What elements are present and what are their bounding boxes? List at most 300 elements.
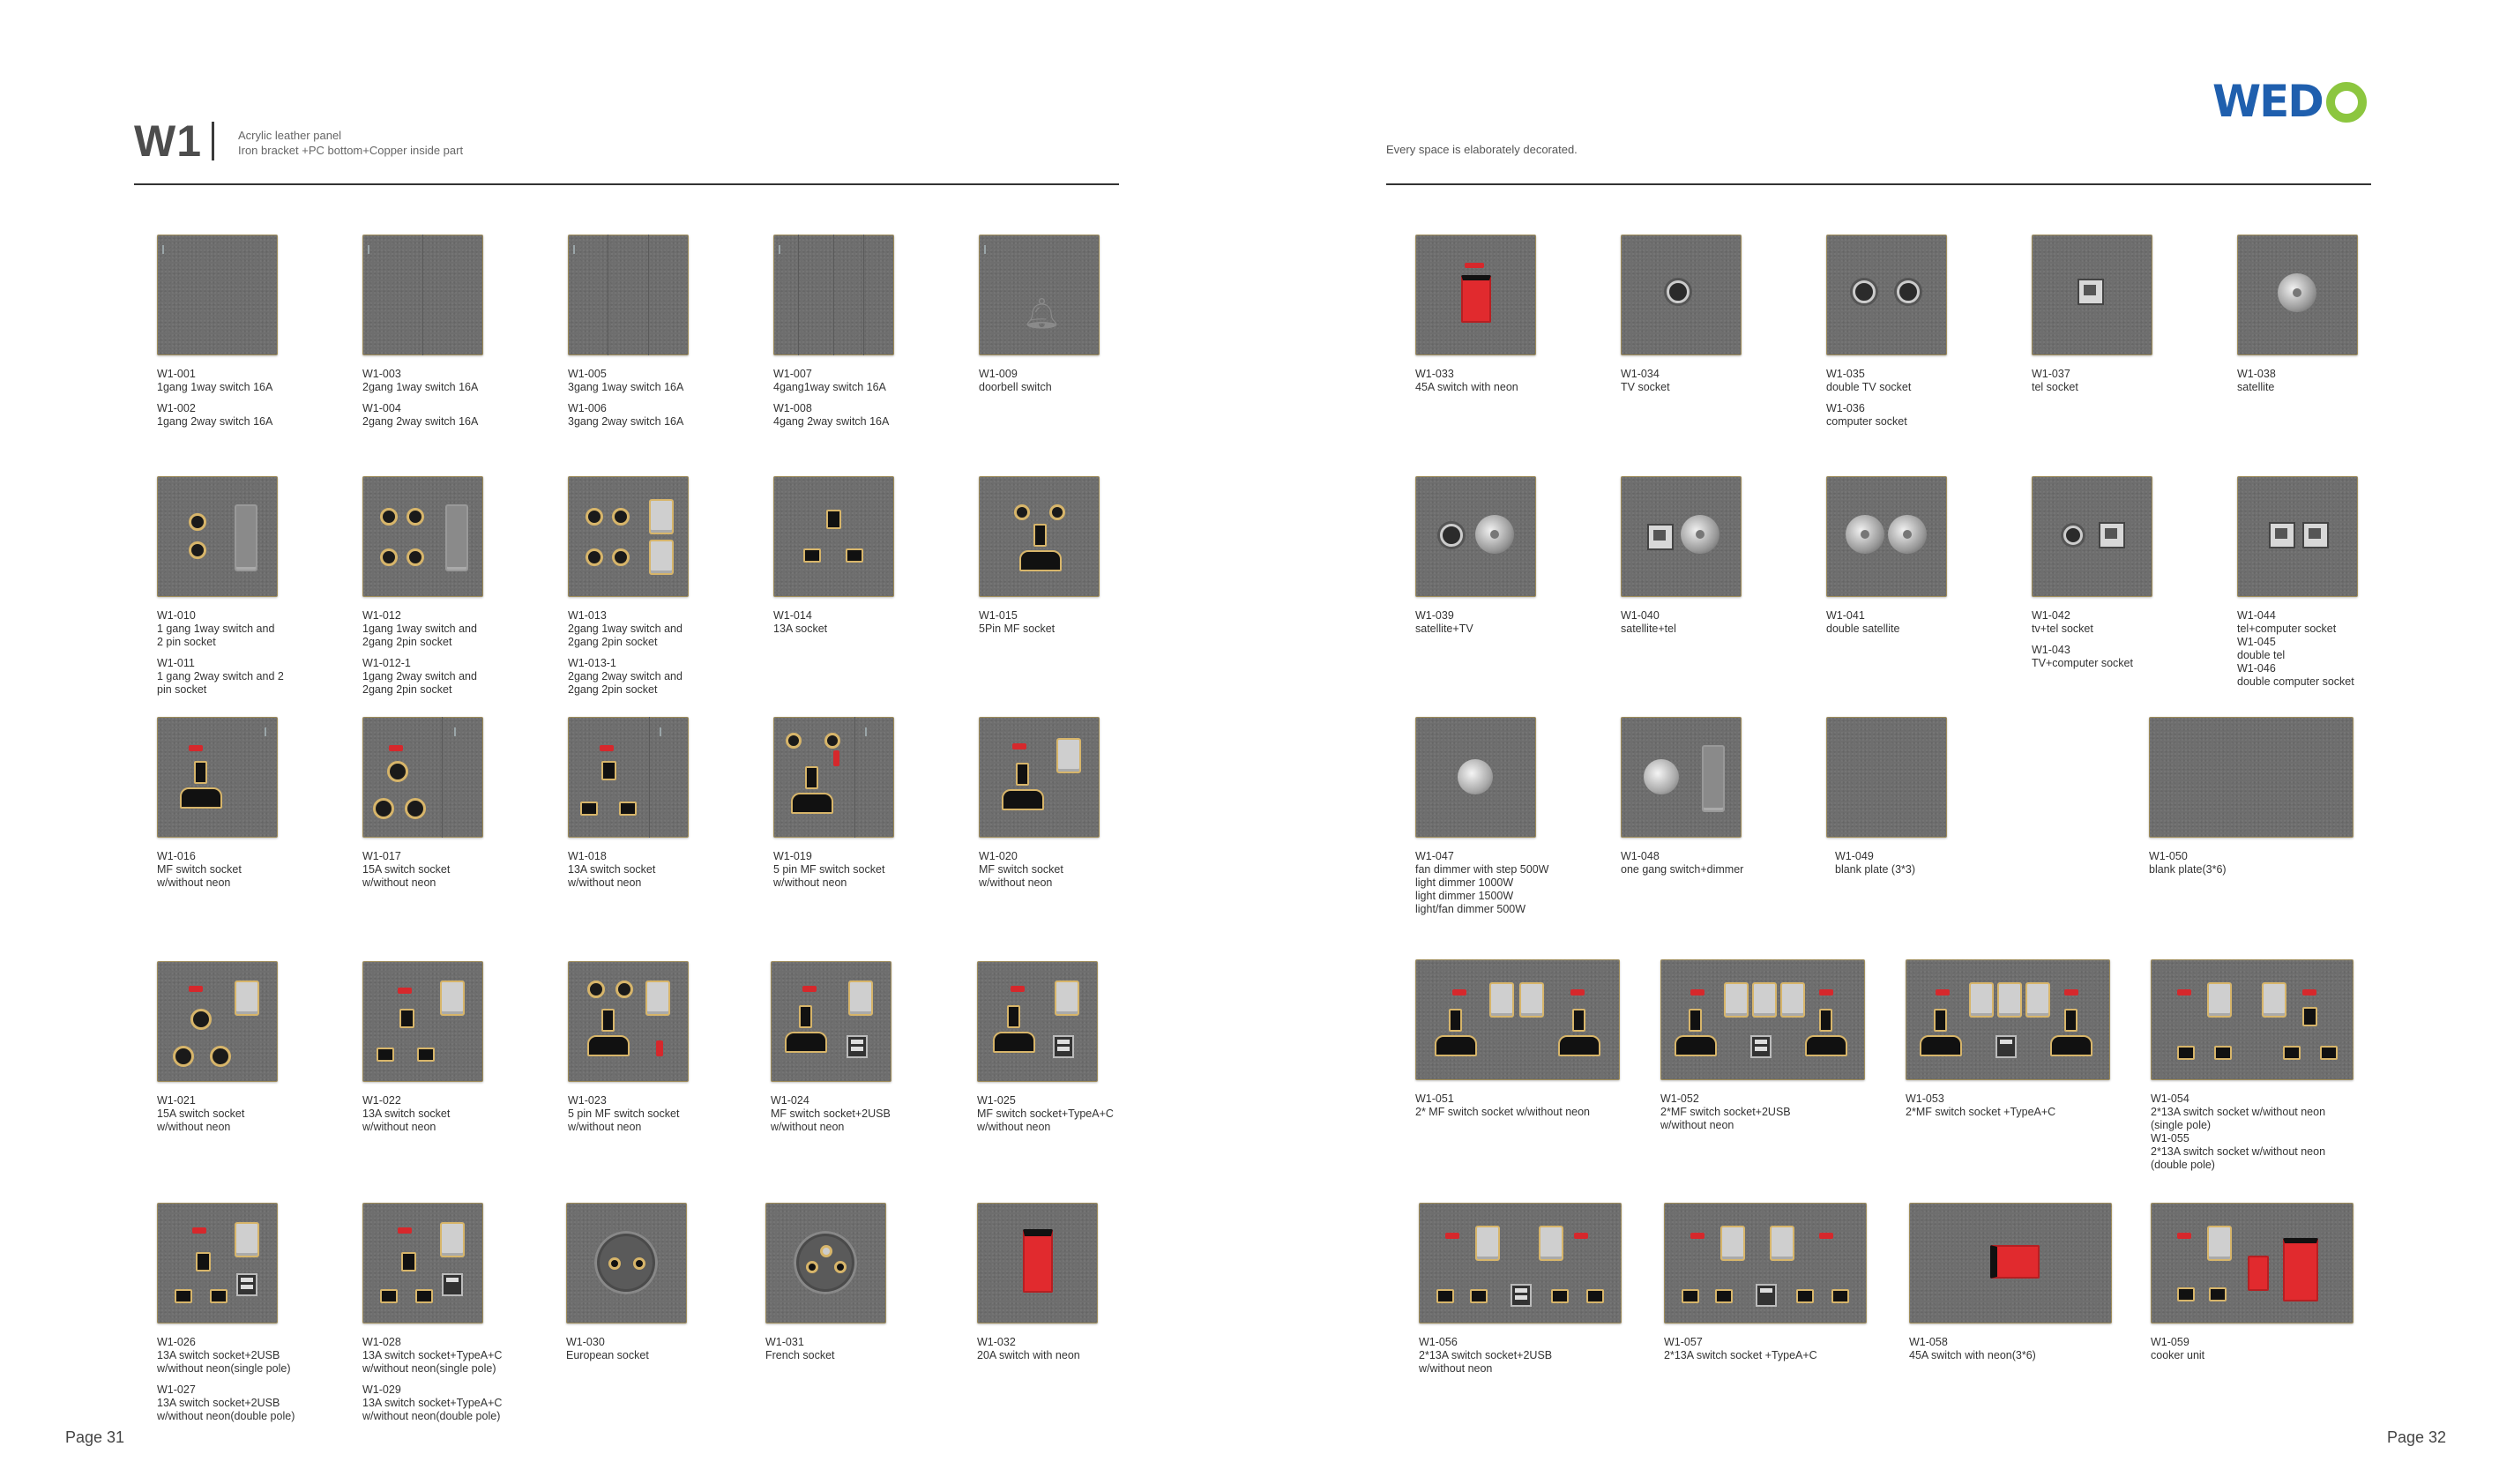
product-code: W1-051 bbox=[1415, 1092, 1454, 1105]
product-item bbox=[765, 1203, 959, 1362]
socket-plate bbox=[568, 717, 689, 838]
product-code: W1-028 bbox=[362, 1336, 401, 1348]
rocker-switch bbox=[1780, 982, 1805, 1018]
live-slot bbox=[175, 1289, 192, 1303]
product-code: W1-010 bbox=[157, 609, 196, 622]
european-socket bbox=[594, 1231, 658, 1294]
product-label: doorbell switch bbox=[979, 381, 1052, 393]
satellite-socket bbox=[1475, 515, 1514, 554]
product-item bbox=[568, 235, 762, 429]
socket-pin bbox=[586, 508, 603, 526]
product-label: 5 pin MF switch socket w/without neon bbox=[773, 863, 885, 889]
product-code: W1-042 bbox=[2032, 609, 2070, 622]
socket-plate bbox=[771, 961, 891, 1082]
rocker-switch bbox=[445, 504, 468, 571]
switch-plate bbox=[979, 235, 1100, 355]
tv-socket bbox=[1667, 280, 1690, 303]
product-label: 1gang 1way switch 16A bbox=[157, 381, 273, 393]
double-socket-plate bbox=[1660, 959, 1865, 1080]
switch-plate bbox=[568, 235, 689, 355]
socket-plate bbox=[362, 961, 483, 1082]
product-item bbox=[1415, 235, 1609, 394]
product-item bbox=[1621, 476, 1815, 636]
product-label: satellite bbox=[2237, 381, 2275, 393]
neutral-slot bbox=[846, 548, 863, 563]
product-label: 1 gang 2way switch and 2 pin socket bbox=[157, 670, 284, 696]
socket-plate bbox=[977, 961, 1098, 1082]
switch-plate bbox=[773, 235, 894, 355]
product-code: W1-020 bbox=[979, 850, 1018, 862]
product-code: W1-044 bbox=[2237, 609, 2276, 622]
live-slot bbox=[803, 548, 821, 563]
double-socket-plate bbox=[1419, 1203, 1622, 1324]
computer-socket bbox=[2302, 522, 2329, 548]
indicator-led bbox=[368, 245, 369, 254]
live-slot bbox=[1796, 1289, 1814, 1303]
product-grid-right bbox=[1250, 0, 2499, 1484]
tel-socket bbox=[1647, 524, 1674, 550]
socket-pin bbox=[405, 798, 426, 819]
neon-indicator bbox=[2064, 989, 2078, 996]
socket-pin bbox=[380, 508, 398, 526]
product-code: W1-043 bbox=[2032, 644, 2070, 656]
product-item bbox=[1826, 476, 2020, 636]
product-code: W1-021 bbox=[157, 1094, 196, 1107]
dp-switch bbox=[1461, 275, 1491, 323]
product-label: 20A switch with neon bbox=[977, 1349, 1080, 1361]
socket-pin bbox=[633, 1257, 645, 1270]
product-label: MF switch socket+2USB w/without neon bbox=[771, 1107, 891, 1133]
product-label: cooker unit bbox=[2151, 1349, 2205, 1361]
product-label: double tel bbox=[2237, 649, 2286, 661]
live-slot bbox=[1682, 1289, 1699, 1303]
product-item bbox=[979, 717, 1173, 890]
neon-indicator bbox=[1819, 1233, 1833, 1239]
usb-port bbox=[1053, 1035, 1074, 1058]
product-label: 13A switch socket w/without neon bbox=[362, 1107, 451, 1133]
product-item bbox=[568, 717, 762, 890]
socket-plate bbox=[362, 1203, 483, 1324]
product-label: 1 gang 1way switch and 2 pin socket bbox=[157, 623, 275, 648]
tel-socket bbox=[2269, 522, 2295, 548]
neon-indicator bbox=[656, 1040, 663, 1056]
rocker-switch bbox=[1724, 982, 1749, 1018]
mf-socket bbox=[1435, 1009, 1473, 1062]
rocker-switch bbox=[1489, 982, 1514, 1018]
series-title: W1 bbox=[134, 116, 202, 166]
socket-plate bbox=[157, 961, 278, 1082]
neon-indicator bbox=[1452, 989, 1466, 996]
rocker-switch bbox=[235, 504, 257, 571]
product-item bbox=[1415, 717, 1609, 916]
rocker-switch bbox=[1055, 981, 1079, 1016]
rocker-switch bbox=[235, 1222, 259, 1257]
live-slot bbox=[1436, 1289, 1454, 1303]
product-code: W1-049 bbox=[1835, 850, 1874, 862]
product-label: 4gang 2way switch 16A bbox=[773, 415, 890, 428]
socket-pin bbox=[1014, 504, 1030, 520]
socket-pin bbox=[173, 1046, 194, 1067]
satellite-socket bbox=[1681, 515, 1719, 554]
indicator-led bbox=[162, 245, 164, 254]
rocker-switch bbox=[1056, 738, 1081, 773]
product-label: 2*MF switch socket+2USB w/without neon bbox=[1660, 1106, 1791, 1131]
socket-pin bbox=[190, 1009, 212, 1030]
socket-pin bbox=[387, 761, 408, 782]
double-socket-plate bbox=[1906, 959, 2110, 1080]
socket-plate bbox=[1826, 476, 1947, 597]
rocker-switch bbox=[649, 540, 674, 575]
product-code: W1-027 bbox=[157, 1383, 196, 1396]
product-code: W1-008 bbox=[773, 402, 812, 414]
gang-divider bbox=[863, 235, 864, 355]
double-socket-plate bbox=[1415, 959, 1620, 1080]
french-socket bbox=[794, 1231, 857, 1294]
socket-pin bbox=[407, 508, 424, 526]
product-code: W1-058 bbox=[1909, 1336, 1948, 1348]
neutral-slot bbox=[1470, 1289, 1488, 1303]
product-code: W1-035 bbox=[1826, 368, 1865, 380]
product-item bbox=[1664, 1203, 1876, 1362]
product-item bbox=[1909, 1203, 2121, 1362]
catalog-page-right bbox=[1250, 0, 2499, 1484]
socket-pin bbox=[189, 513, 206, 531]
neon-indicator bbox=[2177, 989, 2191, 996]
rocker-switch bbox=[1475, 1226, 1500, 1261]
dp-switch bbox=[1023, 1229, 1053, 1293]
rocker-switch bbox=[1770, 1226, 1794, 1261]
product-item bbox=[1906, 959, 2117, 1119]
socket-plate bbox=[1415, 476, 1536, 597]
product-label: 2*13A switch socket+2USB w/without neon bbox=[1419, 1349, 1553, 1375]
switch-plate bbox=[157, 476, 278, 597]
product-code: W1-024 bbox=[771, 1094, 809, 1107]
satellite-socket bbox=[2278, 273, 2316, 312]
product-label: double computer socket bbox=[2237, 675, 2354, 688]
product-item bbox=[977, 961, 1171, 1134]
rocker-switch bbox=[1702, 745, 1725, 812]
product-code: W1-007 bbox=[773, 368, 812, 380]
neutral-slot bbox=[1715, 1289, 1733, 1303]
product-label: 3gang 2way switch 16A bbox=[568, 415, 684, 428]
product-code: W1-030 bbox=[566, 1336, 605, 1348]
earth-pin bbox=[820, 1245, 832, 1257]
earth-slot bbox=[2302, 1007, 2317, 1026]
product-item bbox=[568, 961, 762, 1134]
rocker-switch bbox=[2025, 982, 2050, 1018]
product-item bbox=[1660, 959, 1872, 1132]
product-code: W1-026 bbox=[157, 1336, 196, 1348]
product-code: W1-002 bbox=[157, 402, 196, 414]
mf-socket bbox=[1002, 763, 1041, 816]
socket-pin bbox=[189, 541, 206, 559]
neutral-slot bbox=[415, 1289, 433, 1303]
socket-pin bbox=[373, 798, 394, 819]
socket-plate bbox=[773, 717, 894, 838]
socket-pin bbox=[586, 548, 603, 566]
dimmer-plate bbox=[1621, 717, 1742, 838]
product-label: 2*MF switch socket +TypeA+C bbox=[1906, 1106, 2056, 1118]
neon-indicator bbox=[1936, 989, 1950, 996]
neutral-slot bbox=[210, 1289, 228, 1303]
live-slot bbox=[380, 1289, 398, 1303]
rocker-switch bbox=[2207, 1226, 2232, 1261]
neon-indicator bbox=[398, 988, 412, 994]
product-code: W1-038 bbox=[2237, 368, 2276, 380]
product-label: 2gang 1way switch and 2gang 2pin socket bbox=[568, 623, 683, 648]
double-socket-plate bbox=[1664, 1203, 1867, 1324]
product-code: W1-032 bbox=[977, 1336, 1016, 1348]
rocker-switch bbox=[1519, 982, 1544, 1018]
product-item bbox=[362, 1203, 556, 1423]
tv-socket bbox=[1440, 524, 1463, 547]
product-code: W1-036 bbox=[1826, 402, 1865, 414]
product-item bbox=[977, 1203, 1171, 1362]
product-label: 2*13A switch socket +TypeA+C bbox=[1664, 1349, 1817, 1361]
svg-text:WED: WED bbox=[2212, 76, 2323, 125]
socket-plate bbox=[765, 1203, 886, 1324]
socket-pin bbox=[786, 733, 802, 749]
socket-plate bbox=[773, 476, 894, 597]
indicator-led bbox=[984, 245, 986, 254]
tv-socket bbox=[2063, 526, 2083, 545]
product-item bbox=[362, 476, 556, 697]
product-code: W1-022 bbox=[362, 1094, 401, 1107]
product-label: 2* MF switch socket w/without neon bbox=[1415, 1106, 1590, 1118]
rocker-switch bbox=[848, 981, 873, 1016]
product-code: W1-023 bbox=[568, 1094, 607, 1107]
product-code: W1-047 bbox=[1415, 850, 1454, 862]
product-item bbox=[157, 1203, 351, 1423]
switch-plate bbox=[157, 235, 278, 355]
product-label: MF switch socket+TypeA+C w/without neon bbox=[977, 1107, 1114, 1133]
gang-divider bbox=[442, 717, 443, 838]
dimmer-knob bbox=[1644, 759, 1679, 794]
product-item bbox=[2151, 1203, 2362, 1362]
socket-plate bbox=[979, 717, 1100, 838]
rocker-switch bbox=[2262, 982, 2286, 1018]
rocker-switch bbox=[2207, 982, 2232, 1018]
socket-plate bbox=[568, 961, 689, 1082]
mf-socket bbox=[1675, 1009, 1713, 1062]
product-code: W1-015 bbox=[979, 609, 1018, 622]
tel-socket bbox=[2099, 522, 2125, 548]
page-number: Page 31 bbox=[65, 1428, 125, 1446]
rocker-switch bbox=[1997, 982, 2022, 1018]
neon-indicator bbox=[1574, 1233, 1588, 1239]
rocker-switch bbox=[645, 981, 670, 1016]
product-item bbox=[1621, 235, 1815, 394]
switch-plate bbox=[362, 235, 483, 355]
product-label: 13A switch socket+2USB w/without neon(double pole) bbox=[157, 1397, 295, 1422]
product-item bbox=[157, 717, 351, 890]
product-label: 2gang 2way switch and 2gang 2pin socket bbox=[568, 670, 683, 696]
mf-socket bbox=[1019, 524, 1058, 577]
product-item bbox=[979, 476, 1173, 636]
socket-pin bbox=[587, 981, 605, 998]
product-code: W1-031 bbox=[765, 1336, 804, 1348]
rocker-switch bbox=[440, 981, 465, 1016]
product-item bbox=[1826, 235, 2020, 429]
product-label: 13A switch socket w/without neon bbox=[568, 863, 656, 889]
product-item bbox=[1415, 959, 1627, 1119]
gang-divider bbox=[798, 235, 799, 355]
product-code: W1-005 bbox=[568, 368, 607, 380]
neutral-slot bbox=[2320, 1046, 2338, 1060]
product-item bbox=[362, 235, 556, 429]
product-label: blank plate(3*6) bbox=[2149, 863, 2227, 876]
earth-slot bbox=[399, 1009, 414, 1028]
rocker-switch bbox=[1969, 982, 1994, 1018]
product-item bbox=[979, 235, 1173, 394]
switch-plate bbox=[568, 476, 689, 597]
indicator-led bbox=[573, 245, 575, 254]
rocker-switch bbox=[1752, 982, 1777, 1018]
rocker-switch bbox=[235, 981, 259, 1016]
product-code: W1-004 bbox=[362, 402, 401, 414]
product-code: W1-033 bbox=[1415, 368, 1454, 380]
product-label: TV socket bbox=[1621, 381, 1670, 393]
dp-switch bbox=[1990, 1245, 2040, 1279]
gang-divider bbox=[833, 235, 834, 355]
product-label: 45A switch with neon bbox=[1415, 381, 1518, 393]
rocker-switch bbox=[1539, 1226, 1563, 1261]
product-code: W1-034 bbox=[1621, 368, 1660, 380]
product-item bbox=[773, 717, 967, 890]
neon-indicator bbox=[389, 745, 403, 751]
gang-divider bbox=[422, 235, 423, 355]
socket-plate bbox=[2237, 476, 2358, 597]
neon-indicator bbox=[600, 745, 614, 751]
product-label: French socket bbox=[765, 1349, 835, 1361]
product-label: 15A switch socket w/without neon bbox=[157, 1107, 245, 1133]
earth-slot bbox=[826, 510, 841, 529]
socket-plate bbox=[157, 717, 278, 838]
product-code: W1-009 bbox=[979, 368, 1018, 380]
satellite-socket bbox=[1846, 515, 1884, 554]
product-label: 4gang1way switch 16A bbox=[773, 381, 886, 393]
neon-indicator bbox=[1690, 989, 1705, 996]
product-label: 13A switch socket+TypeA+C w/without neon(double pole) bbox=[362, 1397, 503, 1422]
socket-plate bbox=[566, 1203, 687, 1324]
double-socket-plate bbox=[2151, 959, 2354, 1080]
description-line: Acrylic leather panel bbox=[238, 129, 342, 142]
product-item bbox=[2151, 959, 2362, 1172]
earth-slot bbox=[401, 1252, 416, 1271]
product-item bbox=[1621, 717, 1815, 876]
product-item bbox=[771, 961, 965, 1134]
neon-indicator bbox=[1465, 263, 1484, 268]
product-code: W1-012-1 bbox=[362, 657, 411, 669]
usb-port bbox=[1511, 1284, 1532, 1307]
product-item bbox=[2032, 476, 2226, 670]
neutral-slot bbox=[619, 802, 637, 816]
dimmer-knob bbox=[1458, 759, 1493, 794]
neutral-slot bbox=[2209, 1287, 2227, 1301]
product-code: W1-039 bbox=[1415, 609, 1454, 622]
satellite-socket bbox=[1888, 515, 1927, 554]
product-code: W1-046 bbox=[2237, 662, 2276, 675]
product-label: 3gang 1way switch 16A bbox=[568, 381, 684, 393]
product-label: 5Pin MF socket bbox=[979, 623, 1056, 635]
product-code: W1-025 bbox=[977, 1094, 1016, 1107]
product-label: tv+tel socket bbox=[2032, 623, 2093, 635]
mf-socket bbox=[2050, 1009, 2089, 1062]
socket-pin bbox=[612, 548, 630, 566]
type-c-port bbox=[1756, 1284, 1777, 1307]
product-label: 13A socket bbox=[773, 623, 828, 635]
product-label: 15A switch socket w/without neon bbox=[362, 863, 451, 889]
socket-pin bbox=[806, 1261, 818, 1273]
indicator-led bbox=[865, 727, 867, 736]
usb-port bbox=[847, 1035, 868, 1058]
product-code: W1-059 bbox=[2151, 1336, 2189, 1348]
usb-port bbox=[1750, 1035, 1772, 1058]
neon-indicator bbox=[1690, 1233, 1705, 1239]
product-label: computer socket bbox=[1826, 415, 1907, 428]
type-c-port bbox=[442, 1273, 463, 1296]
neon-indicator bbox=[1012, 743, 1026, 749]
socket-plate bbox=[1826, 235, 1947, 355]
tel-socket bbox=[2078, 279, 2104, 305]
description-line: Iron bracket +PC bottom+Copper inside part bbox=[238, 144, 464, 157]
socket-pin bbox=[612, 508, 630, 526]
tv-socket bbox=[1897, 280, 1920, 303]
product-code: W1-045 bbox=[2237, 636, 2276, 648]
product-code: W1-048 bbox=[1621, 850, 1660, 862]
product-item bbox=[773, 235, 967, 429]
neon-indicator bbox=[2177, 1233, 2191, 1239]
bell-icon: 🔔︎ bbox=[1023, 297, 1062, 331]
neon-indicator bbox=[2248, 1256, 2269, 1291]
gang-divider bbox=[648, 235, 649, 355]
product-code: W1-040 bbox=[1621, 609, 1660, 622]
product-code: W1-019 bbox=[773, 850, 812, 862]
product-label: 2*13A switch socket w/without neon (single pole) bbox=[2151, 1106, 2326, 1131]
mf-socket bbox=[587, 1009, 626, 1062]
socket-plate bbox=[2032, 476, 2152, 597]
product-code: W1-011 bbox=[157, 657, 195, 669]
socket-plate bbox=[2237, 235, 2358, 355]
rocker-switch bbox=[649, 499, 674, 534]
mf-socket bbox=[1920, 1009, 1958, 1062]
socket-plate bbox=[362, 717, 483, 838]
neutral-slot bbox=[1586, 1289, 1604, 1303]
mf-socket bbox=[1558, 1009, 1597, 1062]
product-label: TV+computer socket bbox=[2032, 657, 2133, 669]
product-item bbox=[157, 476, 351, 697]
product-code: W1-029 bbox=[362, 1383, 401, 1396]
product-code: W1-017 bbox=[362, 850, 401, 862]
usb-port bbox=[236, 1273, 257, 1296]
page-number: Page 32 bbox=[2387, 1428, 2447, 1446]
cooker-unit-plate bbox=[2151, 1203, 2354, 1324]
blank-plate bbox=[1826, 717, 1947, 838]
switch-plate bbox=[362, 476, 483, 597]
indicator-led bbox=[454, 727, 456, 736]
product-code: W1-016 bbox=[157, 850, 196, 862]
product-label: 45A switch with neon(3*6) bbox=[1909, 1349, 2036, 1361]
product-code: W1-013-1 bbox=[568, 657, 616, 669]
product-label: 2gang 2way switch 16A bbox=[362, 415, 479, 428]
mf-socket bbox=[1805, 1009, 1844, 1062]
product-label: 1gang 2way switch 16A bbox=[157, 415, 273, 428]
product-item bbox=[2237, 476, 2431, 689]
product-code: W1-041 bbox=[1826, 609, 1865, 622]
gang-divider bbox=[649, 717, 650, 838]
product-item bbox=[773, 476, 967, 636]
product-label: one gang switch+dimmer bbox=[1621, 863, 1744, 876]
